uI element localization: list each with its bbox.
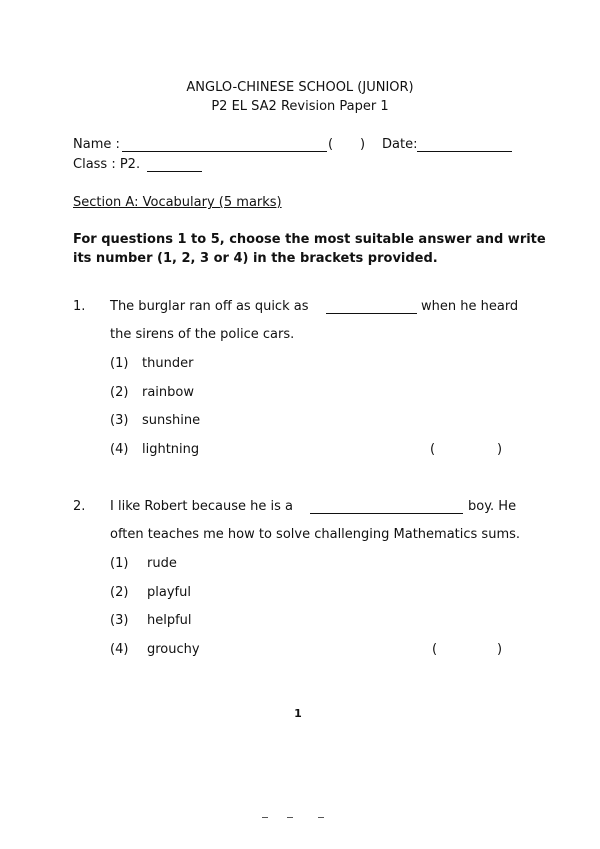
class-field[interactable] bbox=[147, 171, 202, 172]
option-text: thunder bbox=[142, 356, 194, 371]
section-title: Section A: Vocabulary (5 marks) bbox=[73, 195, 282, 210]
paper-title: P2 EL SA2 Revision Paper 1 bbox=[211, 99, 389, 114]
answer-bracket-open: ( bbox=[432, 642, 438, 657]
option-text: sunshine bbox=[142, 413, 201, 428]
answer-blank bbox=[326, 313, 417, 314]
scan-mark bbox=[318, 817, 324, 818]
instructions-line-1: For questions 1 to 5, choose the most suitable answer and write bbox=[73, 232, 546, 247]
option-number: (1) bbox=[110, 556, 129, 571]
answer-bracket-close: ) bbox=[497, 642, 503, 657]
date-field[interactable] bbox=[417, 151, 512, 152]
question-stem-line-2: often teaches me how to solve challenging Mathematics sums. bbox=[110, 527, 521, 542]
date-label: Date: bbox=[382, 137, 418, 152]
question-stem-part-2: boy. He bbox=[468, 499, 517, 514]
option-number: (1) bbox=[110, 356, 129, 371]
option-number: (4) bbox=[110, 442, 129, 457]
option-text: rainbow bbox=[142, 385, 194, 400]
page-number: 1 bbox=[294, 707, 302, 720]
question-stem-part-1: The burglar ran off as quick as bbox=[110, 299, 309, 314]
scan-mark bbox=[287, 817, 293, 818]
option-number: (3) bbox=[110, 413, 129, 428]
school-title: ANGLO-CHINESE SCHOOL (JUNIOR) bbox=[186, 80, 414, 95]
option-text: rude bbox=[147, 556, 177, 571]
question-stem-part-2: when he heard bbox=[421, 299, 519, 314]
option-text: playful bbox=[147, 585, 191, 600]
name-field[interactable] bbox=[122, 151, 327, 152]
register-paren-close: ) bbox=[360, 137, 366, 152]
question-stem-line-2: the sirens of the police cars. bbox=[110, 327, 295, 342]
name-label: Name : bbox=[73, 137, 120, 152]
instructions-line-2: its number (1, 2, 3 or 4) in the brackets provided. bbox=[73, 251, 438, 266]
register-paren-open: ( bbox=[328, 137, 334, 152]
question-number: 1. bbox=[73, 299, 86, 314]
option-number: (3) bbox=[110, 613, 129, 628]
option-text: helpful bbox=[147, 613, 192, 628]
option-text: grouchy bbox=[147, 642, 200, 657]
answer-bracket-open: ( bbox=[430, 442, 436, 457]
option-text: lightning bbox=[142, 442, 200, 457]
answer-field[interactable] bbox=[442, 640, 496, 658]
option-number: (2) bbox=[110, 585, 129, 600]
option-number: (4) bbox=[110, 642, 129, 657]
answer-field[interactable] bbox=[440, 440, 494, 458]
answer-blank bbox=[310, 513, 463, 514]
answer-bracket-close: ) bbox=[497, 442, 503, 457]
option-number: (2) bbox=[110, 385, 129, 400]
class-label: Class : P2. bbox=[73, 157, 141, 172]
question-number: 2. bbox=[73, 499, 86, 514]
scan-mark bbox=[262, 817, 268, 818]
question-stem-part-1: I like Robert because he is a bbox=[110, 499, 293, 514]
